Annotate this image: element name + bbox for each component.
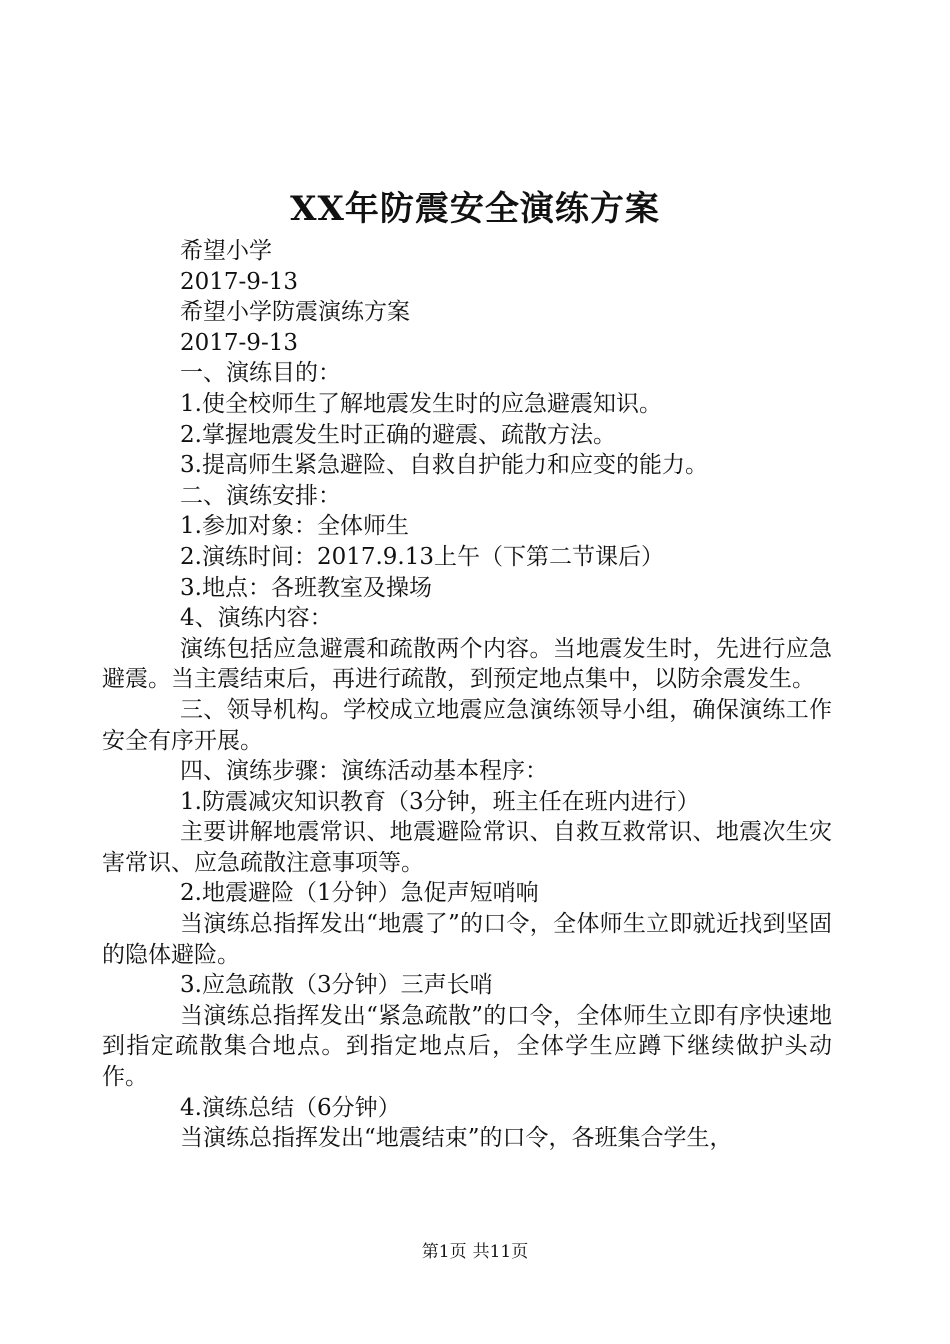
text-line: 2.地震避险（1分钟）急促声短哨响 <box>180 880 539 907</box>
paragraph: 三、领导机构。学校成立地震应急演练领导小组，确保演练工作安全有序开展。 <box>102 696 832 754</box>
text-line: 希望小学 <box>180 238 272 264</box>
page-total: 共11页 <box>472 1242 529 1262</box>
section-heading: 4、演练内容： <box>180 605 333 632</box>
text-line: 2017-9-13 <box>180 329 298 356</box>
text-line: 3.应急疏散（3分钟）三声长哨 <box>180 972 493 999</box>
text-line: 2.掌握地震发生时正确的避震、疏散方法。 <box>180 421 616 448</box>
section-heading: 一、演练目的： <box>180 360 341 387</box>
section-heading: 四、演练步骤：演练活动基本程序： <box>180 758 548 785</box>
page-footer <box>0 1240 950 1264</box>
text-line: 1.使全校师生了解地震发生时的应急避震知识。 <box>180 390 662 417</box>
text-line: 2.演练时间：2017.9.13上午（下第二节课后） <box>180 543 664 570</box>
paragraph: 演练包括应急避震和疏散两个内容。当地震发生时，先进行应急避震。当主震结束后，再进行疏散，到预定地点集中，以防余震发生。 <box>102 635 832 693</box>
paragraph: 当演练总指挥发出“地震了”的口令，全体师生立即就近找到坚固的隐体避险。 <box>102 911 832 968</box>
text-line: 4.演练总结（6分钟） <box>180 1094 401 1121</box>
text-line: 希望小学防震演练方案 <box>180 299 410 326</box>
text-line: 3.地点：各班教室及操场 <box>180 574 432 601</box>
page-number: 第1页 <box>421 1242 467 1262</box>
paragraph: 当演练总指挥发出“紧急疏散”的口令，全体师生立即有序快速地到指定疏散集合地点。到指定地点后，全体学生应蹲下继续做护头动作。 <box>102 1002 832 1091</box>
text-line: 3.提高师生紧急避险、自救自护能力和应变的能力。 <box>180 452 708 479</box>
document-title: XX年防震安全演练方案 <box>290 189 660 229</box>
text-line: 1.防震减灾知识教育（3分钟，班主任在班内进行） <box>180 788 700 815</box>
paragraph: 当演练总指挥发出“地震结束”的口令，各班集合学生， <box>180 1125 733 1152</box>
text-line: 2017-9-13 <box>180 268 298 295</box>
document-body <box>102 236 832 1154</box>
paragraph: 主要讲解地震常识、地震避险常识、自救互救常识、地震次生灾害常识、应急疏散注意事项等。 <box>102 819 832 876</box>
section-heading: 二、演练安排： <box>180 482 341 509</box>
text-line: 1.参加对象：全体师生 <box>180 513 409 540</box>
